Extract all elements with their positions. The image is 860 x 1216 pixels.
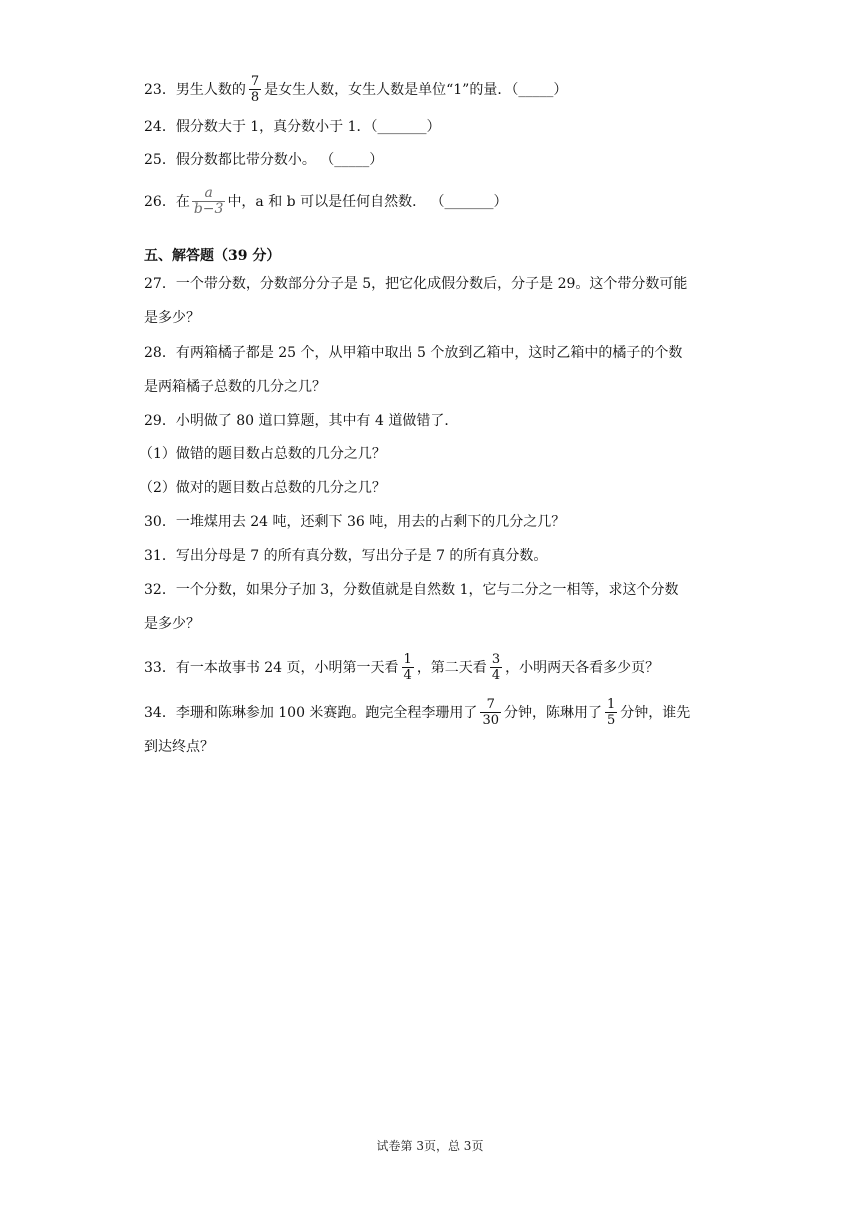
fraction-denominator: 4 [491,668,501,683]
question-34-part-1: 34．李珊和陈琳参加 100 米赛跑。跑完全程李珊用了 [144,704,478,721]
question-27-line-1: 27．一个带分数，分数部分分子是 5，把它化成假分数后，分子是 29。这个带分数可能 [144,276,688,292]
question-28-line-2: 是两箱橘子总数的几分之几？ [144,379,326,395]
question-33-part-3: ，小明两天各看多少页？ [505,659,660,676]
question-26-suffix: 中，a 和 b 可以是任何自然数． （_______） [227,193,508,210]
question-32-line-1: 32．一个分数，如果分子加 3，分数值就是自然数 1，它与二分之一相等，求这个分数 [144,582,679,598]
question-28-line-1: 28．有两箱橘子都是 25 个，从甲箱中取出 5 个放到乙箱中，这时乙箱中的橘子的个数 [144,345,683,361]
fraction-numerator: 3 [491,652,501,667]
question-29-part-2: （2）做对的题目数占总数的几分之几？ [139,480,386,496]
question-31: 31．写出分母是 7 的所有真分数，写出分子是 7 的所有真分数。 [144,548,548,564]
fraction-numerator: a [204,185,213,201]
question-34-part-2: 分钟，陈琳用了 [503,704,602,721]
question-23 [144,74,567,105]
fraction-7-8 [249,74,261,105]
fraction-denominator: 5 [606,713,616,728]
question-26-prefix: 26．在 [144,193,190,210]
question-29: 29．小明做了 80 道口算题，其中有 4 道做错了． [144,413,459,429]
question-29-part-1: （1）做错的题目数占总数的几分之几？ [139,446,386,462]
page-footer: 试卷第 3页，总 3页 [376,1139,484,1153]
fraction-1-5 [605,697,617,728]
question-33-part-2: ，第二天看 [416,659,487,676]
question-34-line-1 [144,697,690,728]
question-23-suffix: 是女生人数，女生人数是单位“1”的量．（_____） [264,81,568,98]
fraction-numerator: 1 [403,652,412,667]
fraction-denominator: 4 [403,668,412,683]
question-30: 30．一堆煤用去 24 吨，还剩下 36 吨，用去的占剩下的几分之几？ [144,514,566,530]
question-27-line-2: 是多少？ [144,310,200,326]
question-34-line-2: 到达终点？ [144,739,214,755]
fraction-denominator: 8 [250,90,260,105]
fraction-numerator: 1 [606,697,616,712]
section-5-title: 五、解答题（39 分） [144,248,281,264]
question-24: 24．假分数大于 1，真分数小于 1．（_______） [144,119,441,135]
fraction-denominator: 30 [482,713,499,728]
question-32-line-2: 是多少？ [144,616,200,632]
fraction-denominator: b−3 [193,201,224,217]
fraction-1-4 [402,652,414,683]
question-33-part-1: 33．有一本故事书 24 页，小明第一天看 [144,659,399,676]
question-26 [144,186,508,217]
question-25: 25．假分数都比带分数小。 （_____） [144,152,384,168]
fraction-3-4 [490,652,502,683]
question-34-part-3: 分钟，谁先 [620,704,691,721]
fraction-7-30 [480,697,501,728]
question-33 [144,652,659,683]
fraction-a-over-b-minus-3 [192,186,226,217]
fraction-numerator: 7 [486,697,495,712]
question-23-prefix: 23．男生人数的 [144,81,246,98]
fraction-numerator: 7 [250,74,260,89]
